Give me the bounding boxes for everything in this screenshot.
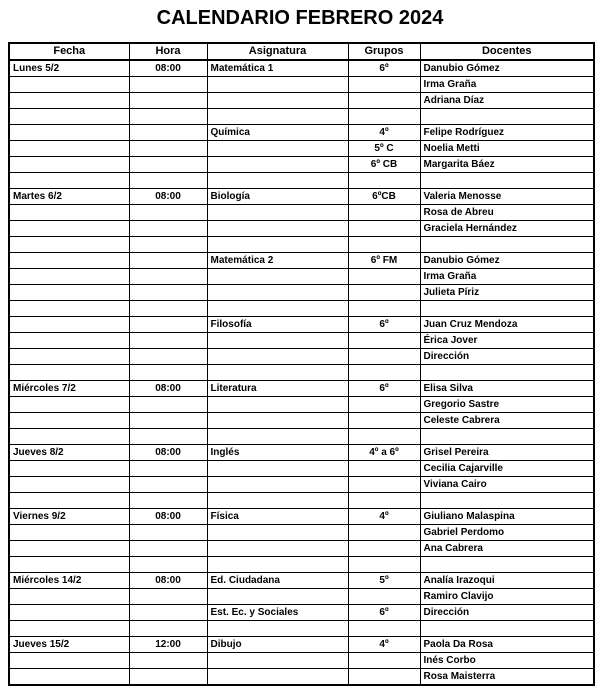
table-row: [9, 669, 594, 686]
cell-asignatura: Biología: [207, 189, 348, 205]
cell-fecha: Lunes 5/2: [9, 60, 129, 77]
cell-hora: 08:00: [129, 509, 207, 525]
cell-asignatura: Química: [207, 125, 348, 141]
header-row: [9, 43, 594, 60]
table-row: [9, 477, 594, 493]
table-row: [9, 253, 594, 269]
cell-fecha: [9, 525, 129, 541]
cell-hora: 08:00: [129, 381, 207, 397]
cell-fecha: [9, 285, 129, 301]
cell-grupos: [348, 477, 420, 493]
cell-fecha: [9, 333, 129, 349]
cell-hora: [129, 221, 207, 237]
cell-hora: [129, 237, 207, 253]
cell-docentes: Margarita Báez: [420, 157, 594, 173]
cell-hora: [129, 253, 207, 269]
table-row: [9, 221, 594, 237]
cell-grupos: [348, 205, 420, 221]
cell-hora: [129, 397, 207, 413]
cell-docentes: Graciela Hernández: [420, 221, 594, 237]
cell-docentes: Rosa Maisterra: [420, 669, 594, 686]
cell-asignatura: [207, 493, 348, 509]
cell-asignatura: Dibujo: [207, 637, 348, 653]
cell-fecha: [9, 413, 129, 429]
cell-hora: 08:00: [129, 189, 207, 205]
cell-fecha: Jueves 8/2: [9, 445, 129, 461]
table-row: [9, 397, 594, 413]
cell-hora: 12:00: [129, 637, 207, 653]
table-row: [9, 109, 594, 125]
cell-asignatura: [207, 93, 348, 109]
table-row: [9, 589, 594, 605]
cell-fecha: [9, 589, 129, 605]
cell-docentes: [420, 493, 594, 509]
schedule-table: [8, 42, 595, 686]
cell-grupos: 6º: [348, 60, 420, 77]
cell-grupos: [348, 653, 420, 669]
cell-asignatura: [207, 557, 348, 573]
cell-grupos: [348, 525, 420, 541]
cell-fecha: [9, 621, 129, 637]
page-title: CALENDARIO FEBRERO 2024: [156, 7, 444, 29]
cell-asignatura: Est. Ec. y Sociales: [207, 605, 348, 621]
table-row: [9, 365, 594, 381]
cell-docentes: Dirección: [420, 605, 594, 621]
cell-fecha: [9, 653, 129, 669]
cell-hora: [129, 429, 207, 445]
cell-asignatura: [207, 269, 348, 285]
table-row: [9, 653, 594, 669]
cell-docentes: Felipe Rodríguez: [420, 125, 594, 141]
cell-fecha: [9, 349, 129, 365]
cell-asignatura: [207, 221, 348, 237]
cell-hora: [129, 301, 207, 317]
cell-fecha: [9, 429, 129, 445]
table-row: [9, 157, 594, 173]
cell-hora: [129, 621, 207, 637]
cell-fecha: [9, 301, 129, 317]
column-header-grupos: Grupos: [348, 43, 420, 60]
cell-grupos: 6º CB: [348, 157, 420, 173]
cell-grupos: 4º a 6º: [348, 445, 420, 461]
cell-grupos: [348, 541, 420, 557]
cell-grupos: 4º: [348, 637, 420, 653]
cell-hora: [129, 477, 207, 493]
cell-grupos: 5º C: [348, 141, 420, 157]
cell-asignatura: Filosofía: [207, 317, 348, 333]
cell-docentes: Adriana Díaz: [420, 93, 594, 109]
cell-asignatura: [207, 429, 348, 445]
cell-hora: [129, 525, 207, 541]
table-row: [9, 269, 594, 285]
cell-fecha: [9, 125, 129, 141]
cell-grupos: [348, 77, 420, 93]
cell-docentes: [420, 429, 594, 445]
cell-docentes: [420, 173, 594, 189]
cell-hora: [129, 541, 207, 557]
cell-grupos: [348, 333, 420, 349]
cell-hora: [129, 365, 207, 381]
cell-asignatura: Literatura: [207, 381, 348, 397]
table-row: [9, 189, 594, 205]
cell-docentes: Paola Da Rosa: [420, 637, 594, 653]
cell-asignatura: [207, 237, 348, 253]
cell-asignatura: [207, 333, 348, 349]
cell-hora: [129, 333, 207, 349]
cell-docentes: Gregorio Sastre: [420, 397, 594, 413]
cell-hora: [129, 493, 207, 509]
cell-docentes: Elisa Silva: [420, 381, 594, 397]
cell-grupos: 5º: [348, 573, 420, 589]
cell-grupos: [348, 589, 420, 605]
cell-fecha: [9, 493, 129, 509]
cell-docentes: Ramiro Clavijo: [420, 589, 594, 605]
cell-hora: [129, 173, 207, 189]
cell-asignatura: Ed. Ciudadana: [207, 573, 348, 589]
cell-hora: [129, 653, 207, 669]
cell-hora: [129, 125, 207, 141]
cell-docentes: [420, 237, 594, 253]
cell-docentes: [420, 365, 594, 381]
cell-hora: [129, 157, 207, 173]
cell-fecha: [9, 173, 129, 189]
table-row: [9, 205, 594, 221]
cell-asignatura: [207, 109, 348, 125]
table-body: [9, 60, 594, 685]
cell-hora: [129, 269, 207, 285]
cell-asignatura: [207, 301, 348, 317]
cell-fecha: Miércoles 14/2: [9, 573, 129, 589]
cell-grupos: [348, 173, 420, 189]
cell-fecha: Viernes 9/2: [9, 509, 129, 525]
cell-hora: [129, 77, 207, 93]
cell-fecha: [9, 269, 129, 285]
cell-docentes: Irma Graña: [420, 77, 594, 93]
cell-asignatura: [207, 477, 348, 493]
cell-docentes: Grisel Pereira: [420, 445, 594, 461]
cell-asignatura: [207, 173, 348, 189]
cell-hora: [129, 557, 207, 573]
table-row: [9, 381, 594, 397]
cell-docentes: Inés Corbo: [420, 653, 594, 669]
table-header: [9, 43, 594, 60]
table-row: [9, 573, 594, 589]
cell-docentes: Giuliano Malaspina: [420, 509, 594, 525]
cell-hora: [129, 317, 207, 333]
cell-grupos: [348, 669, 420, 686]
cell-docentes: Érica Jover: [420, 333, 594, 349]
cell-fecha: [9, 221, 129, 237]
table-row: [9, 637, 594, 653]
cell-fecha: Jueves 15/2: [9, 637, 129, 653]
cell-asignatura: Inglés: [207, 445, 348, 461]
table-row: [9, 509, 594, 525]
cell-hora: [129, 205, 207, 221]
table-row: [9, 125, 594, 141]
table-row: [9, 493, 594, 509]
cell-grupos: [348, 493, 420, 509]
cell-docentes: Noelia Metti: [420, 141, 594, 157]
cell-hora: [129, 93, 207, 109]
cell-docentes: Cecilia Cajarville: [420, 461, 594, 477]
column-header-hora: Hora: [129, 43, 207, 60]
cell-docentes: Danubio Gómez: [420, 60, 594, 77]
cell-docentes: [420, 109, 594, 125]
cell-grupos: [348, 621, 420, 637]
cell-hora: [129, 349, 207, 365]
cell-hora: [129, 589, 207, 605]
table-row: [9, 525, 594, 541]
cell-grupos: [348, 269, 420, 285]
table-row: [9, 557, 594, 573]
cell-grupos: [348, 429, 420, 445]
cell-docentes: Analía Irazoqui: [420, 573, 594, 589]
cell-grupos: [348, 397, 420, 413]
cell-fecha: [9, 461, 129, 477]
cell-asignatura: [207, 525, 348, 541]
cell-hora: [129, 605, 207, 621]
cell-fecha: [9, 669, 129, 686]
cell-grupos: 4º: [348, 509, 420, 525]
cell-docentes: Ana Cabrera: [420, 541, 594, 557]
cell-hora: 08:00: [129, 445, 207, 461]
cell-docentes: Julieta Píriz: [420, 285, 594, 301]
cell-asignatura: [207, 653, 348, 669]
cell-docentes: Viviana Cairo: [420, 477, 594, 493]
cell-docentes: Valeria Menosse: [420, 189, 594, 205]
cell-grupos: 4º: [348, 125, 420, 141]
cell-grupos: 6º: [348, 381, 420, 397]
cell-hora: [129, 141, 207, 157]
cell-grupos: [348, 237, 420, 253]
cell-asignatura: [207, 461, 348, 477]
cell-docentes: Gabriel Perdomo: [420, 525, 594, 541]
cell-docentes: [420, 557, 594, 573]
cell-fecha: [9, 77, 129, 93]
cell-asignatura: [207, 349, 348, 365]
cell-hora: [129, 285, 207, 301]
cell-docentes: Danubio Gómez: [420, 253, 594, 269]
cell-grupos: [348, 365, 420, 381]
cell-asignatura: [207, 541, 348, 557]
cell-docentes: [420, 301, 594, 317]
table-row: [9, 60, 594, 77]
table-row: [9, 461, 594, 477]
cell-fecha: Martes 6/2: [9, 189, 129, 205]
cell-grupos: [348, 413, 420, 429]
cell-docentes: Celeste Cabrera: [420, 413, 594, 429]
table-row: [9, 621, 594, 637]
table-row: [9, 445, 594, 461]
cell-hora: 08:00: [129, 573, 207, 589]
table-row: [9, 93, 594, 109]
cell-grupos: [348, 557, 420, 573]
cell-grupos: 6º: [348, 605, 420, 621]
cell-hora: [129, 669, 207, 686]
cell-docentes: Rosa de Abreu: [420, 205, 594, 221]
cell-docentes: Juan Cruz Mendoza: [420, 317, 594, 333]
cell-asignatura: [207, 365, 348, 381]
cell-asignatura: [207, 589, 348, 605]
table-row: [9, 541, 594, 557]
cell-fecha: [9, 541, 129, 557]
table-row: [9, 285, 594, 301]
cell-grupos: [348, 93, 420, 109]
cell-hora: [129, 461, 207, 477]
cell-fecha: [9, 93, 129, 109]
table-row: [9, 429, 594, 445]
cell-asignatura: [207, 669, 348, 686]
cell-fecha: [9, 237, 129, 253]
cell-hora: [129, 109, 207, 125]
table-row: [9, 173, 594, 189]
cell-fecha: [9, 605, 129, 621]
table-row: [9, 317, 594, 333]
table-row: [9, 77, 594, 93]
cell-docentes: Dirección: [420, 349, 594, 365]
cell-asignatura: [207, 621, 348, 637]
cell-asignatura: [207, 413, 348, 429]
cell-asignatura: [207, 397, 348, 413]
cell-fecha: [9, 317, 129, 333]
cell-asignatura: Física: [207, 509, 348, 525]
cell-fecha: [9, 205, 129, 221]
cell-grupos: 6ºCB: [348, 189, 420, 205]
cell-fecha: [9, 477, 129, 493]
column-header-fecha: Fecha: [9, 43, 129, 60]
cell-grupos: [348, 221, 420, 237]
cell-grupos: [348, 109, 420, 125]
cell-docentes: [420, 621, 594, 637]
cell-fecha: [9, 141, 129, 157]
table-row: [9, 237, 594, 253]
table-row: [9, 413, 594, 429]
cell-hora: 08:00: [129, 60, 207, 77]
cell-asignatura: [207, 141, 348, 157]
column-header-docentes: Docentes: [420, 43, 594, 60]
cell-asignatura: Matemática 2: [207, 253, 348, 269]
cell-hora: [129, 413, 207, 429]
cell-fecha: [9, 253, 129, 269]
table-row: [9, 349, 594, 365]
cell-fecha: [9, 397, 129, 413]
column-header-asignatura: Asignatura: [207, 43, 348, 60]
table-row: [9, 333, 594, 349]
table-row: [9, 605, 594, 621]
cell-grupos: [348, 349, 420, 365]
table-row: [9, 301, 594, 317]
cell-asignatura: Matemática 1: [207, 60, 348, 77]
cell-fecha: [9, 365, 129, 381]
cell-fecha: [9, 557, 129, 573]
cell-asignatura: [207, 77, 348, 93]
cell-fecha: Miércoles 7/2: [9, 381, 129, 397]
cell-grupos: [348, 301, 420, 317]
cell-grupos: 6º: [348, 317, 420, 333]
cell-fecha: [9, 109, 129, 125]
cell-asignatura: [207, 205, 348, 221]
cell-asignatura: [207, 157, 348, 173]
cell-grupos: [348, 461, 420, 477]
table-row: [9, 141, 594, 157]
cell-grupos: [348, 285, 420, 301]
cell-fecha: [9, 157, 129, 173]
cell-asignatura: [207, 285, 348, 301]
cell-grupos: 6º FM: [348, 253, 420, 269]
cell-docentes: Irma Graña: [420, 269, 594, 285]
